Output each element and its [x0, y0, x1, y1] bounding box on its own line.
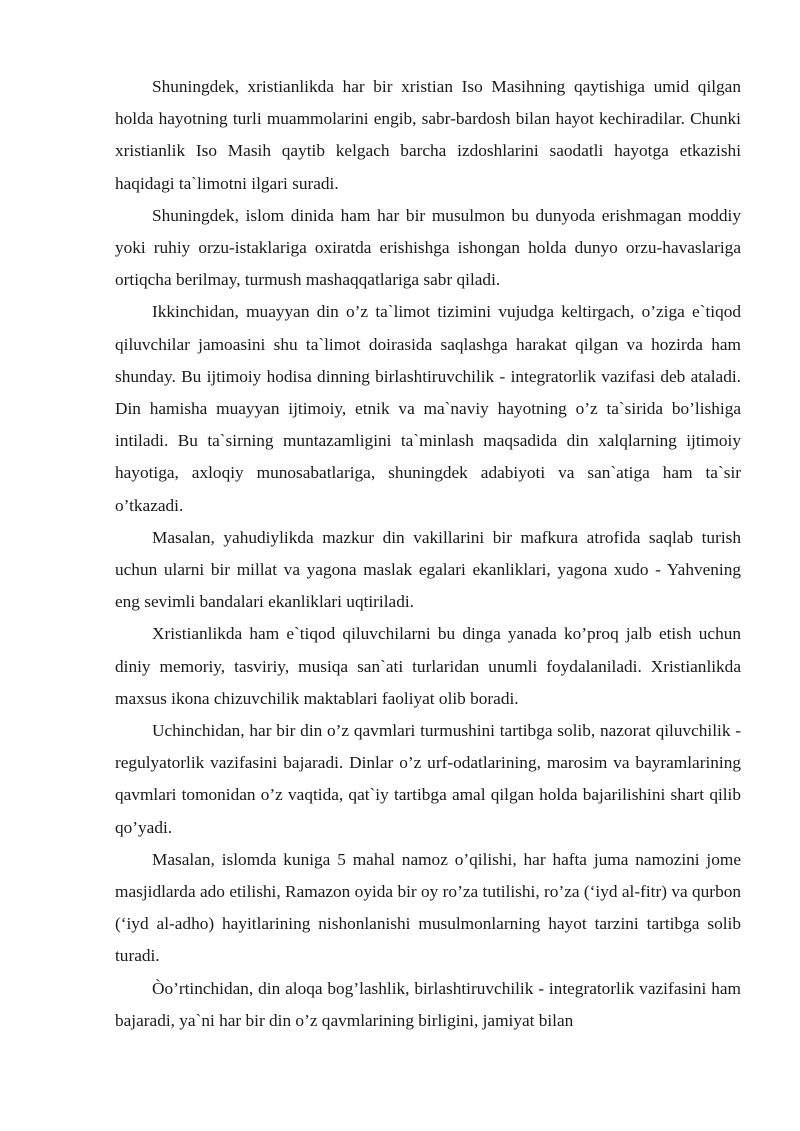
paragraph-christian-hope: Shuningdek, xristianlikda har bir xristian Iso Masihning qaytishiga umid qilgan holda hayotning turli muammolarini engib, sabr-bardosh bilan hayot kechiradilar. Chunki xristianlik Iso Masih qaytib kelgach barcha izdoshlarini saodatli hayotga etkazishi haqidagi ta`limotni ilgari suradi.: [115, 77, 741, 193]
paragraph-third-function: Uchinchidan, har bir din o’z qavmlari turmushini tartibga solib, nazorat qiluvchilik - regulyatorlik vazifasini bajaradi. Dinlar o’z urf-odatlarining, marosim va bayramlarining qavmlari tomonidan o’z vaqtida, qat`iy tartibga amal qilgan holda bajarilishini shart qilib qo’yadi.: [115, 721, 741, 837]
paragraph-second-function: Ikkinchidan, muayyan din o’z ta`limot tizimini vujudga keltirgach, o’ziga e`tiqod qiluvchilar jamoasini shu ta`limot doirasida saqlashga harakat qilgan va hozirda ham shunday. Bu ijtimoiy hodisa dinning birlashtiruvchilik - integratorlik vazifasi deb ataladi. Din hamisha muayyan ijtimoiy, etnik va ma`naviy hayotning o’z ta`sirida bo’lishiga intiladi. Bu ta`sirning muntazamligini ta`minlash maqsadida din xalqlarning ijtimoiy hayotiga, axloqiy munosabatlariga, shuningdek adabiyoti va san`atiga ham ta`sir o’tkazadi.: [115, 302, 741, 515]
paragraph-judaism-example: Masalan, yahudiylikda mazkur din vakillarini bir mafkura atrofida saqlab turish uchun ularni bir millat va yagona maslak egalari ekanliklari, yagona xudo - Yahvening eng sevimli bandalari ekanliklari uqtiriladi.: [115, 527, 741, 612]
paragraph-islam-patience: Shuningdek, islom dinida ham har bir musulmon bu dunyoda erishmagan moddiy yoki ruhiy orzu-istaklariga oxiratda erishishga ishongan holda dunyo orzu-havaslariga ortiqcha berilmay, turmush mashaqqatlariga sabr qiladi.: [115, 205, 741, 290]
paragraph-fourth-function: Òo’rtinchidan, din aloqa bog’lashlik, birlashtiruvchilik - integratorlik vazifasini ham bajaradi, ya`ni har bir din o’z qavmlarining birligini, jamiyat bilan: [115, 978, 741, 1030]
paragraph-islam-example: Masalan, islomda kuniga 5 mahal namoz o’qilishi, har hafta juma namozini jome masjidlarda ado etilishi, Ramazon oyida bir oy ro’za tutilishi, ro’za (‘iyd al-fitr) va qurbon (‘iyd al-adho) hayitlarining nishonlanishi musulmonlarning hayot tarzini tartibga solib turadi.: [115, 849, 741, 966]
document-page: [115, 71, 741, 1037]
paragraph-christianity-arts: Xristianlikda ham e`tiqod qiluvchilarni bu dinga yanada ko’proq jalb etish uchun diniy memoriy, tasviriy, musiqa san`ati turlaridan unumli foydalaniladi. Xristianlikda maxsus ikona chizuvchilik maktablari faoliyat olib boradi.: [115, 624, 741, 708]
